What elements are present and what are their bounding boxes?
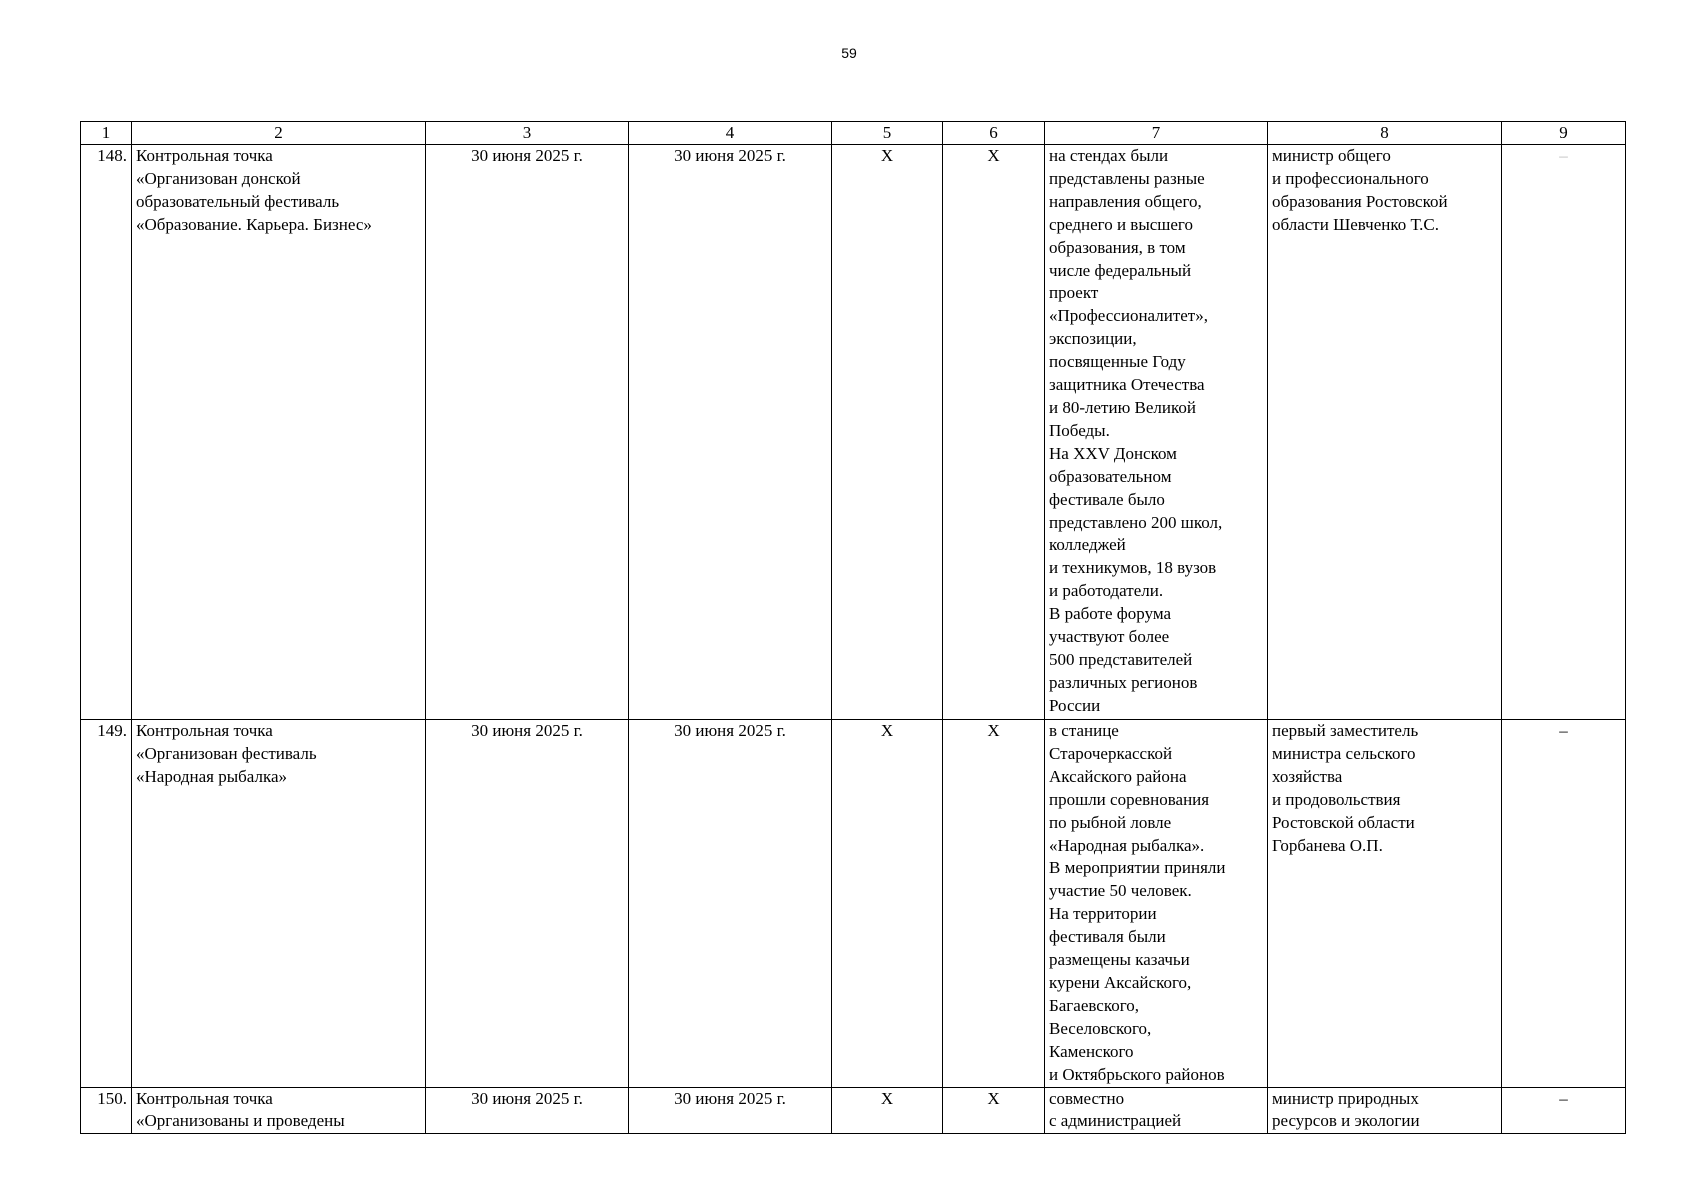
checkpoint-name: Контрольная точка «Организован фестиваль «Народная рыбалка»	[132, 720, 426, 1088]
column-header-8: 8	[1268, 122, 1502, 145]
result-description: на стендах были представлены разные направления общего, среднего и высшего образования, в том числе федеральный проект «Профессионалитет», экспозиции, посвященные Году защитника Отечества и 80-летию Великой Победы. На XXV Донском образовательном фестивале было представлено 200 школ, колледжей и техникумов, 18 вузов и работодатели. В работе форума участвуют более 500 представителей различных регионов России	[1045, 145, 1268, 720]
column-9-value: –	[1502, 145, 1626, 720]
column-number-row	[81, 122, 1626, 145]
table-row	[81, 145, 1626, 720]
actual-date: 30 июня 2025 г.	[629, 1087, 832, 1134]
planned-date: 30 июня 2025 г.	[426, 720, 629, 1088]
report-table	[80, 121, 1626, 1134]
actual-date: 30 июня 2025 г.	[629, 145, 832, 720]
responsible-person: министр общего и профессионального образования Ростовской области Шевченко Т.С.	[1268, 145, 1502, 720]
column-header-3: 3	[426, 122, 629, 145]
column-header-1: 1	[81, 122, 132, 145]
checkpoint-name: Контрольная точка «Организованы и проведены	[132, 1087, 426, 1134]
column-header-2: 2	[132, 122, 426, 145]
responsible-person: министр природных ресурсов и экологии	[1268, 1087, 1502, 1134]
column-5-value: X	[832, 1087, 943, 1134]
column-header-9: 9	[1502, 122, 1626, 145]
planned-date: 30 июня 2025 г.	[426, 1087, 629, 1134]
row-number: 150.	[81, 1087, 132, 1134]
page-number: 59	[841, 45, 857, 61]
planned-date: 30 июня 2025 г.	[426, 145, 629, 720]
column-header-7: 7	[1045, 122, 1268, 145]
column-5-value: X	[832, 720, 943, 1088]
table-header	[81, 122, 1626, 145]
column-header-6: 6	[943, 122, 1045, 145]
column-6-value: X	[943, 145, 1045, 720]
table-row	[81, 1087, 1626, 1134]
actual-date: 30 июня 2025 г.	[629, 720, 832, 1088]
result-description: в станице Старочеркасской Аксайского района прошли соревнования по рыбной ловле «Народная рыбалка». В мероприятии приняли участие 50 человек. На территории фестиваля были размещены казачьи курени Аксайского, Багаевского, Веселовского, Каменского и Октябрьского районов	[1045, 720, 1268, 1088]
column-header-4: 4	[629, 122, 832, 145]
column-9-value: –	[1502, 1087, 1626, 1134]
column-6-value: X	[943, 1087, 1045, 1134]
column-6-value: X	[943, 720, 1045, 1088]
checkpoint-name: Контрольная точка «Организован донской образовательный фестиваль «Образование. Карьера. Бизнес»	[132, 145, 426, 720]
column-9-value: –	[1502, 720, 1626, 1088]
row-number: 149.	[81, 720, 132, 1088]
column-header-5: 5	[832, 122, 943, 145]
column-5-value: X	[832, 145, 943, 720]
result-description: совместно с администрацией	[1045, 1087, 1268, 1134]
table-row	[81, 720, 1626, 1088]
responsible-person: первый заместитель министра сельского хозяйства и продовольствия Ростовской области Горбанева О.П.	[1268, 720, 1502, 1088]
row-number: 148.	[81, 145, 132, 720]
